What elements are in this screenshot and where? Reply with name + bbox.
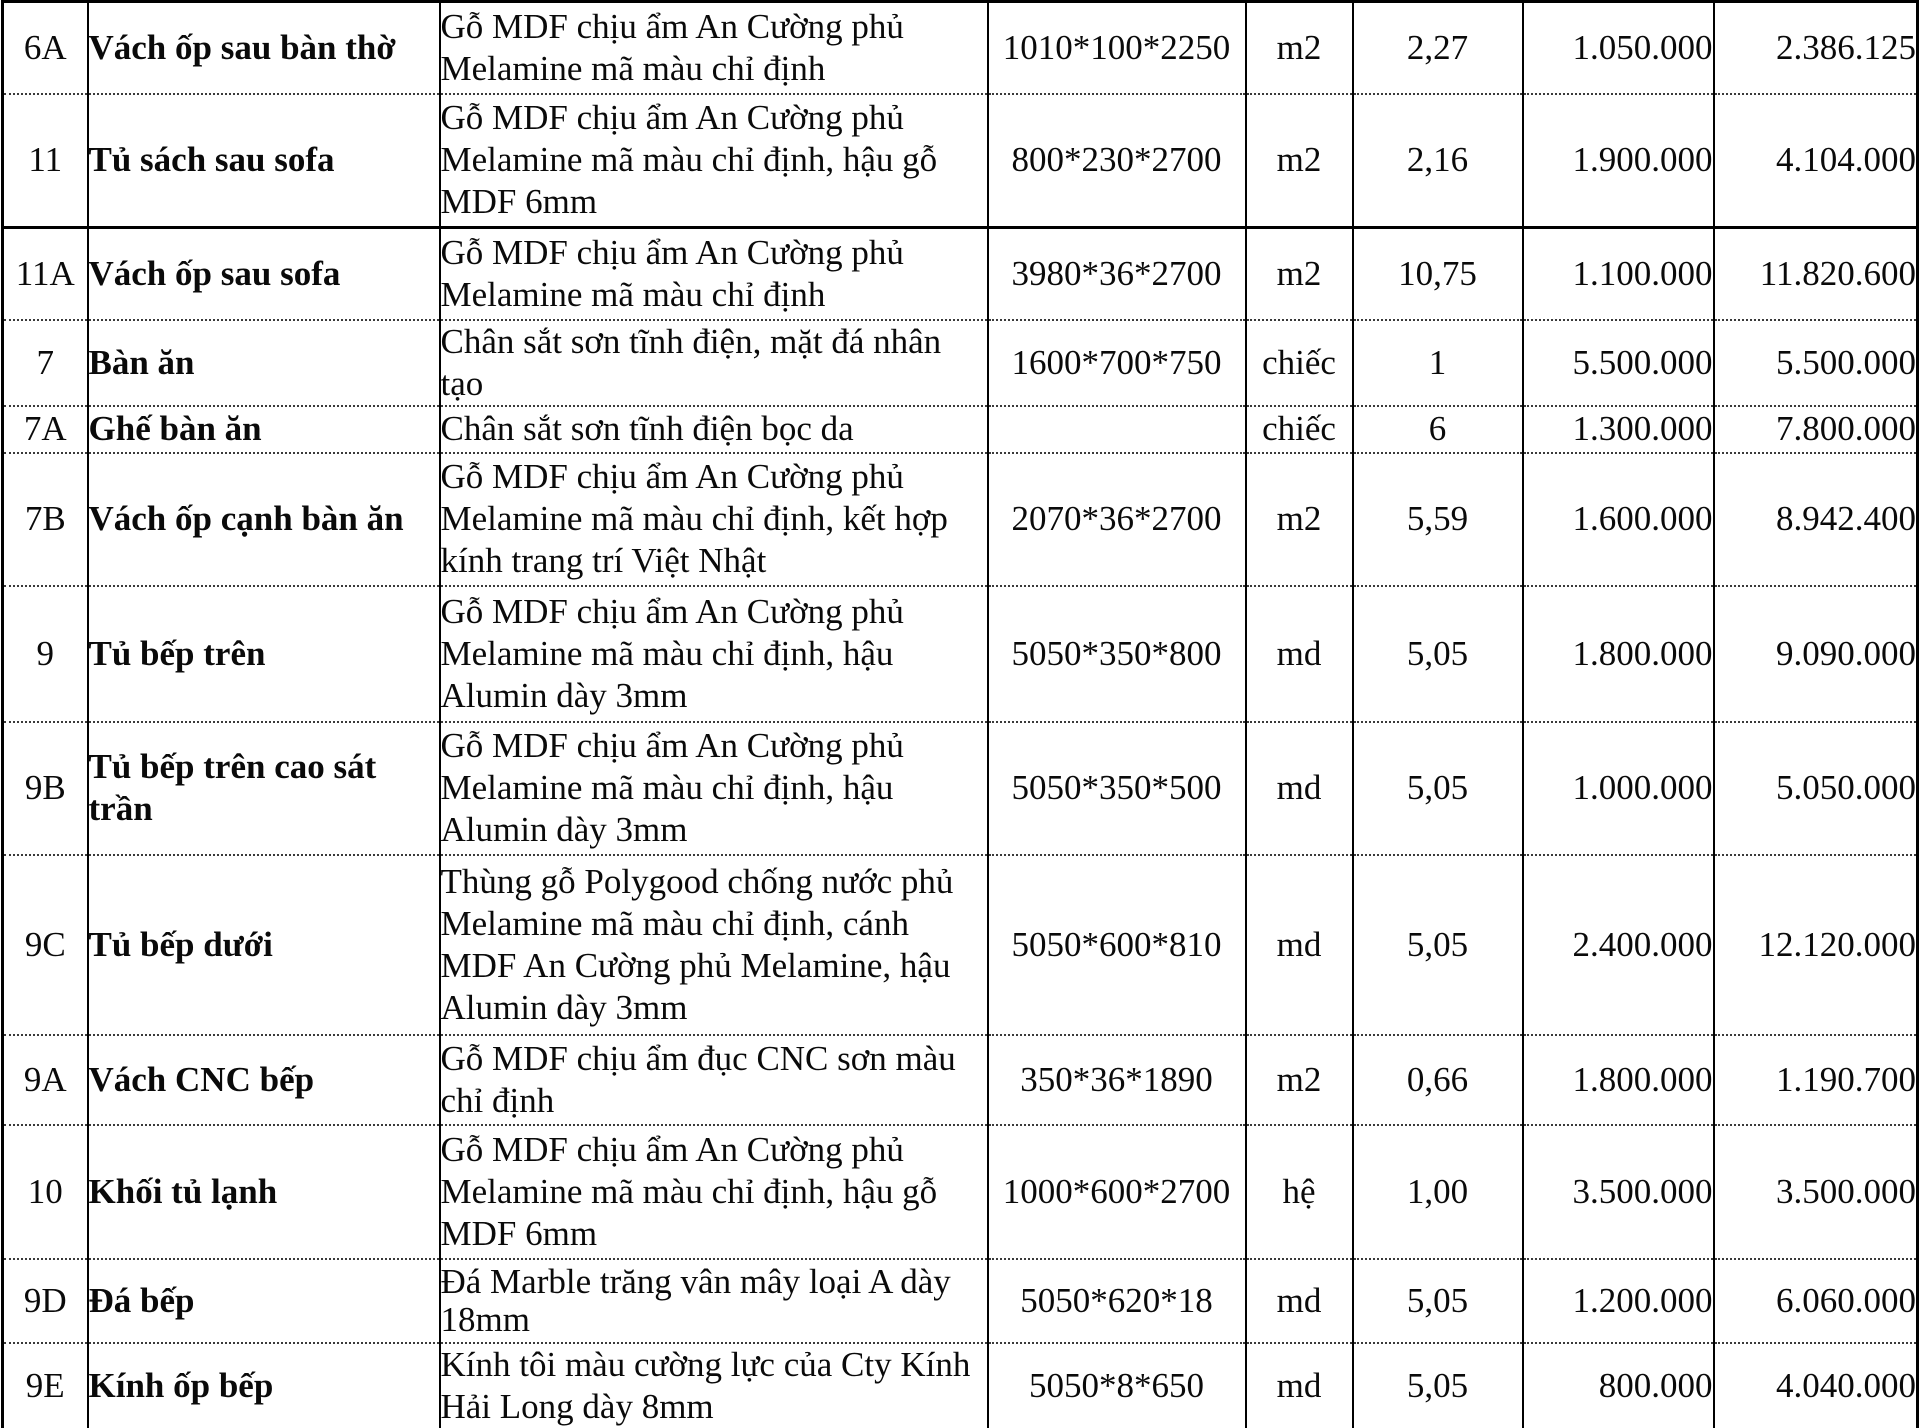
item-description: Gỗ MDF chịu ẩm An Cường phủ Melamine mã màu chỉ định, hậu gỗ MDF 6mm <box>440 94 988 228</box>
item-unit: md <box>1246 722 1353 855</box>
item-unit-price: 1.050.000 <box>1523 2 1714 94</box>
item-unit-price: 2.400.000 <box>1523 855 1714 1035</box>
item-unit-price: 5.500.000 <box>1523 320 1714 406</box>
item-name: Tủ bếp dưới <box>88 855 440 1035</box>
item-code: 7B <box>3 453 88 586</box>
item-row <box>3 2 1918 94</box>
item-quantity: 6 <box>1353 406 1523 453</box>
item-row <box>3 855 1918 1035</box>
item-description: Gỗ MDF chịu ẩm đục CNC sơn màu chỉ định <box>440 1035 988 1125</box>
item-row <box>3 228 1918 320</box>
item-quantity: 5,05 <box>1353 722 1523 855</box>
item-total-price: 11.820.600 <box>1714 228 1918 320</box>
item-total-price: 8.942.400 <box>1714 453 1918 586</box>
item-code: 7 <box>3 320 88 406</box>
item-total-price: 6.060.000 <box>1714 1259 1918 1343</box>
item-dimensions: 5050*350*800 <box>988 586 1246 722</box>
item-quantity: 2,16 <box>1353 94 1523 228</box>
item-name: Kính ốp bếp <box>88 1343 440 1428</box>
item-code: 11 <box>3 94 88 228</box>
item-unit-price: 1.800.000 <box>1523 1035 1714 1125</box>
item-quantity: 1,00 <box>1353 1125 1523 1259</box>
item-dimensions: 5050*600*810 <box>988 855 1246 1035</box>
item-name: Tủ bếp trên cao sát trần <box>88 722 440 855</box>
item-description: Chân sắt sơn tĩnh điện bọc da <box>440 406 988 453</box>
item-name: Bàn ăn <box>88 320 440 406</box>
item-description: Gỗ MDF chịu ẩm An Cường phủ Melamine mã màu chỉ định, kết hợp kính trang trí Việt Nhật <box>440 453 988 586</box>
quotation-table-body <box>3 2 1918 1428</box>
item-name: Tủ bếp trên <box>88 586 440 722</box>
item-total-price: 5.050.000 <box>1714 722 1918 855</box>
item-description: Đá Marble trăng vân mây loại A dày 18mm <box>440 1259 988 1343</box>
item-total-price: 9.090.000 <box>1714 586 1918 722</box>
item-row <box>3 1035 1918 1125</box>
item-description: Gỗ MDF chịu ẩm An Cường phủ Melamine mã màu chỉ định <box>440 2 988 94</box>
item-name: Tủ sách sau sofa <box>88 94 440 228</box>
item-dimensions: 350*36*1890 <box>988 1035 1246 1125</box>
item-unit-price: 1.600.000 <box>1523 453 1714 586</box>
item-row <box>3 1259 1918 1343</box>
item-code: 11A <box>3 228 88 320</box>
item-unit: m2 <box>1246 1035 1353 1125</box>
item-unit: m2 <box>1246 2 1353 94</box>
item-unit-price: 1.200.000 <box>1523 1259 1714 1343</box>
item-quantity: 2,27 <box>1353 2 1523 94</box>
item-description: Kính tôi màu cường lực của Cty Kính Hải Long dày 8mm <box>440 1343 988 1428</box>
item-dimensions: 5050*8*650 <box>988 1343 1246 1428</box>
item-dimensions: 5050*620*18 <box>988 1259 1246 1343</box>
item-name: Khối tủ lạnh <box>88 1125 440 1259</box>
item-unit-price: 1.300.000 <box>1523 406 1714 453</box>
item-row <box>3 1125 1918 1259</box>
item-description: Gỗ MDF chịu ẩm An Cường phủ Melamine mã màu chỉ định, hậu Alumin dày 3mm <box>440 722 988 855</box>
item-unit-price: 1.000.000 <box>1523 722 1714 855</box>
item-code: 6A <box>23 27 67 67</box>
item-code: 9B <box>3 722 88 855</box>
item-name: Đá bếp <box>88 1259 440 1343</box>
item-unit: md <box>1246 855 1353 1035</box>
quotation-table <box>1 0 1919 1428</box>
item-quantity: 5,05 <box>1353 1343 1523 1428</box>
item-total-price: 1.190.700 <box>1714 1035 1918 1125</box>
item-name: Vách ốp cạnh bàn ăn <box>88 453 440 586</box>
item-row <box>3 586 1918 722</box>
item-code: 9 <box>3 586 88 722</box>
item-code: 9A <box>3 1035 88 1125</box>
item-code: 9D <box>3 1259 88 1343</box>
item-total-price: 12.120.000 <box>1714 855 1918 1035</box>
item-row <box>3 722 1918 855</box>
item-description: Gỗ MDF chịu ẩm An Cường phủ Melamine mã màu chỉ định <box>440 228 988 320</box>
item-total-price: 2.386.125 <box>1714 2 1918 94</box>
item-code: 9E <box>3 1343 88 1428</box>
item-unit: md <box>1246 1343 1353 1428</box>
item-quantity: 5,05 <box>1353 586 1523 722</box>
item-unit: md <box>1246 586 1353 722</box>
item-row <box>3 453 1918 586</box>
item-row <box>3 1343 1918 1428</box>
item-dimensions: 3980*36*2700 <box>988 228 1246 320</box>
item-row <box>3 406 1918 453</box>
item-unit-price: 3.500.000 <box>1523 1125 1714 1259</box>
item-dimensions <box>988 406 1246 453</box>
item-name: Vách ốp sau bàn thờ <box>88 2 440 94</box>
item-total-price: 7.800.000 <box>1714 406 1918 453</box>
item-unit: hệ <box>1246 1125 1353 1259</box>
item-total-price: 4.040.000 <box>1714 1343 1918 1428</box>
item-name: Ghế bàn ăn <box>88 406 440 453</box>
item-quantity: 5,05 <box>1353 855 1523 1035</box>
item-unit: chiếc <box>1246 320 1353 406</box>
item-dimensions: 800*230*2700 <box>988 94 1246 228</box>
item-total-price: 5.500.000 <box>1714 320 1918 406</box>
item-unit-price: 800.000 <box>1523 1343 1714 1428</box>
item-description: Gỗ MDF chịu ẩm An Cường phủ Melamine mã màu chỉ định, hậu gỗ MDF 6mm <box>440 1125 988 1259</box>
item-description: Thùng gỗ Polygood chống nước phủ Melamine mã màu chỉ định, cánh MDF An Cường phủ Melamine, hậu Alumin dày 3mm <box>440 855 988 1035</box>
item-quantity: 0,66 <box>1353 1035 1523 1125</box>
item-unit-price: 1.100.000 <box>1523 228 1714 320</box>
item-code: 10 <box>3 1125 88 1259</box>
item-unit: m2 <box>1246 228 1353 320</box>
item-dimensions: 5050*350*500 <box>988 722 1246 855</box>
item-code: 7A <box>3 406 88 453</box>
item-description: Chân sắt sơn tĩnh điện, mặt đá nhân tạo <box>440 320 988 406</box>
item-unit: chiếc <box>1246 406 1353 453</box>
item-quantity: 1 <box>1353 320 1523 406</box>
item-row <box>3 320 1918 406</box>
item-unit: m2 <box>1246 453 1353 586</box>
item-dimensions: 1600*700*750 <box>988 320 1246 406</box>
item-name: Vách ốp sau sofa <box>88 228 440 320</box>
item-code: 9C <box>3 855 88 1035</box>
item-quantity: 5,05 <box>1353 1259 1523 1343</box>
item-quantity: 5,59 <box>1353 453 1523 586</box>
item-description: Gỗ MDF chịu ẩm An Cường phủ Melamine mã màu chỉ định, hậu Alumin dày 3mm <box>440 586 988 722</box>
item-unit: md <box>1246 1259 1353 1343</box>
item-dimensions: 1000*600*2700 <box>988 1125 1246 1259</box>
item-total-price: 3.500.000 <box>1714 1125 1918 1259</box>
item-quantity: 10,75 <box>1353 228 1523 320</box>
item-total-price: 4.104.000 <box>1714 94 1918 228</box>
item-row <box>3 94 1918 228</box>
item-name: Vách CNC bếp <box>88 1035 440 1125</box>
item-unit-price: 1.800.000 <box>1523 586 1714 722</box>
item-dimensions: 2070*36*2700 <box>988 453 1246 586</box>
item-unit-price: 1.900.000 <box>1523 94 1714 228</box>
item-dimensions: 1010*100*2250 <box>988 2 1246 94</box>
item-unit: m2 <box>1246 94 1353 228</box>
